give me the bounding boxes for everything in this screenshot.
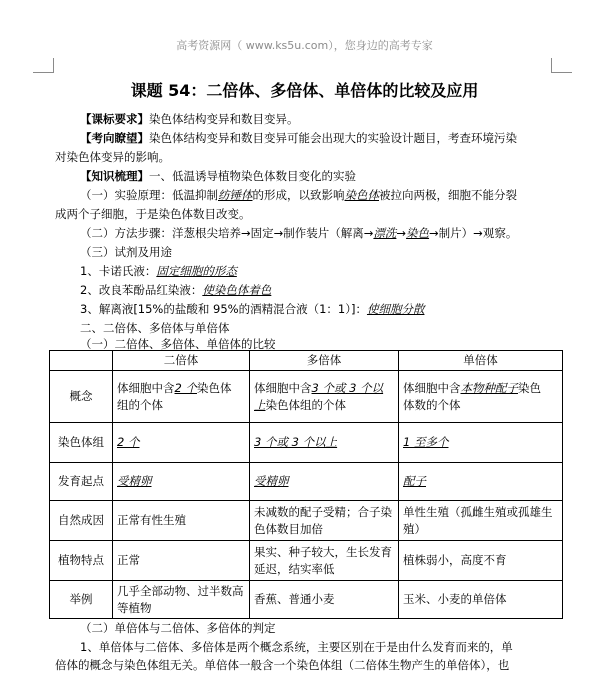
table-row: [50, 463, 563, 501]
document-title: 课题 54：二倍体、多倍体、单倍体的比较及应用: [130, 81, 479, 100]
line-determination-heading: （二）单倍体与二倍体、多倍体的判定: [80, 621, 276, 635]
table-row: [50, 581, 563, 619]
table-row: [50, 541, 563, 581]
table-cell: 单性生殖（孤雌生殖或孤雄生殖）: [399, 501, 563, 541]
comparison-table: [49, 350, 563, 619]
table-cell: 果实、种子较大，生长发育延迟，结实率低: [250, 541, 399, 581]
table-cell: 体细胞中含3 个或 3 个以上染色体组的个体: [250, 371, 399, 423]
line-body-2: 倍体的概念与染色体组无关。单倍体一般含一个染色体组（二倍体生物产生的单倍体），也: [55, 658, 510, 672]
line-reagent-3: 3、解离液[15%的盐酸和 95%的酒精混合液（1：1）]：使细胞分散: [80, 302, 425, 316]
table-row: [50, 501, 563, 541]
line-knowledge: 【知识梳理】一、低温诱导植物染色体数目变化的实验: [80, 169, 356, 183]
table-cell: 体细胞中含本物种配子染色 体数的个体: [399, 371, 563, 423]
table-cell: 正常有性生殖: [113, 501, 250, 541]
table-cell: 正常: [113, 541, 250, 581]
table-cell: 2 个: [113, 423, 250, 463]
table-header-cell: 二倍体: [113, 351, 250, 371]
line-comparison-heading: （一）二倍体、多倍体、单倍体的比较: [80, 337, 276, 351]
row-label: 自然成因: [50, 501, 113, 541]
line-section-2: 二、二倍体、多倍体与单倍体: [80, 321, 230, 335]
table-header-cell: 多倍体: [250, 351, 399, 371]
line-exam-outlook-cont: 对染色体变异的影响。: [55, 150, 170, 164]
row-label: 举例: [50, 581, 113, 619]
line-exam-outlook: 【考向瞭望】染色体结构变异和数目变异可能会出现大的实验设计题目，考查环境污染: [80, 131, 517, 145]
page-header: 高考资源网（ www.ks5u.com），您身边的高考专家: [176, 39, 433, 52]
table-cell: 几乎全部动物、过半数高等植物: [113, 581, 250, 619]
table-cell: 受精卵: [250, 463, 399, 501]
crop-mark-left: [33, 58, 54, 73]
table-header-row: [50, 351, 563, 371]
row-label: 植物特点: [50, 541, 113, 581]
table-cell: 配子: [399, 463, 563, 501]
table-cell: 体细胞中含2 个染色体 组的个体: [113, 371, 250, 423]
row-label: 概念: [50, 371, 113, 423]
table-cell: 玉米、小麦的单倍体: [399, 581, 563, 619]
line-body-1: 1、单倍体与二倍体、多倍体是两个概念系统，主要区别在于是由什么发育而来的，单: [80, 640, 513, 654]
table-row: [50, 423, 563, 463]
table-cell: 香蕉、普通小麦: [250, 581, 399, 619]
line-reagent-2: 2、改良苯酚品红染液：使染色体着色: [80, 283, 272, 297]
line-reagent-1: 1、卡诺氏液：固定细胞的形态: [80, 264, 237, 278]
line-course-requirement: 【课标要求】染色体结构变异和数目变异。: [80, 112, 299, 126]
row-label: 发育起点: [50, 463, 113, 501]
line-principle-cont: 成两个子细胞，于是染色体数目改变。: [55, 207, 251, 221]
line-principle: （一）实验原理：低温抑制纺锤体的形成，以致影响染色体被拉向两极，细胞不能分裂: [80, 188, 517, 202]
table-cell: 未减数的配子受精；合子染色体数目加倍: [250, 501, 399, 541]
table-cell: 3 个或 3 个以上: [250, 423, 399, 463]
table-cell: 植株弱小，高度不育: [399, 541, 563, 581]
table-cell: 1 至多个: [399, 423, 563, 463]
line-method: （二）方法步骤：洋葱根尖培养→固定→制作装片（解离→漂洗→染色→制片）→观察。: [80, 226, 518, 240]
table-header-cell: [50, 351, 113, 371]
table-header-cell: 单倍体: [399, 351, 563, 371]
table-row: [50, 371, 563, 423]
crop-mark-right: [551, 58, 572, 73]
table-cell: 受精卵: [113, 463, 250, 501]
line-reagents: （三）试剂及用途: [80, 245, 172, 259]
row-label: 染色体组: [50, 423, 113, 463]
